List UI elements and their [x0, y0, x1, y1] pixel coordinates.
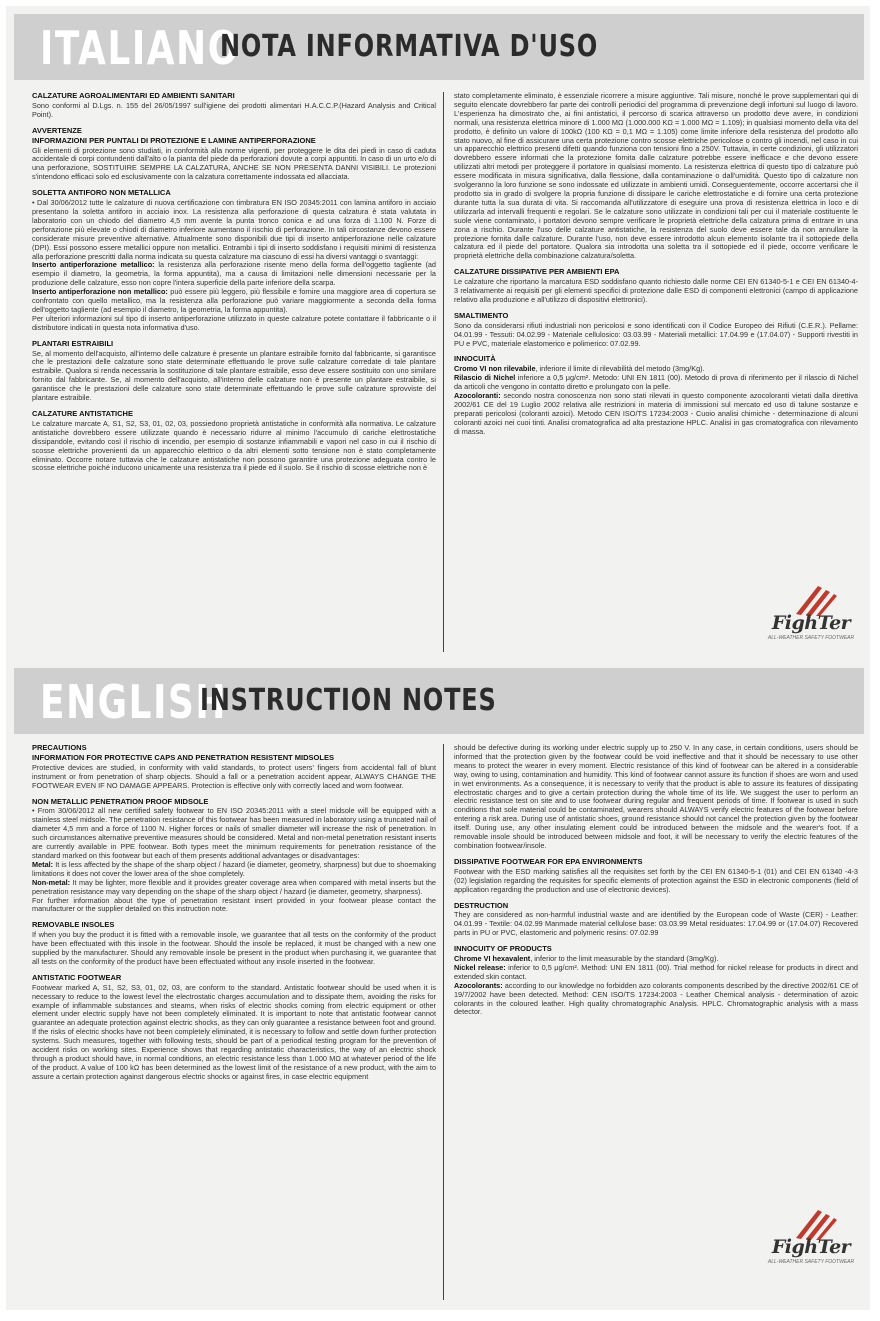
section-text	[454, 374, 858, 392]
section-heading: SMALTIMENTO	[454, 310, 509, 320]
section-avvertenze	[32, 127, 436, 182]
section-text: Per ulteriori informazioni sul tipo di inserto antiperforazione utilizzato in queste calzature potete contattare il fabbricante o il distributore indicati in questa nota informativa d'uso.	[32, 313, 436, 332]
brand-logo-top	[766, 582, 856, 648]
english-column-left	[32, 744, 436, 1306]
section-text: Sono da considerarsi rifiuti industriali non pericolosi e sono identificati con il Codice Europeo dei Rifiuti (C.E.R.). Pellame: 04.01.99 - Tessuti: 04.02.99 - Materiale cellulosico: 03.03.99 - Materiali metallici: 17.04.99 e (17.04.07) - Supporti rivestiti in PU e PVC, materiale elastomerico e polimerico: 07.02.99.	[454, 320, 858, 348]
section-antistatiche-cont	[454, 92, 858, 261]
section-text: Sono conformi al D.Lgs. n. 155 del 26/05/1997 sull'igiene dei prodotti alimentari H.A.C.C.P.(Hazard Analysis and Critical Point).	[32, 100, 436, 119]
section-heading: DISSIPATIVE FOOTWEAR FOR EPA ENVIRONMENTS	[454, 856, 643, 866]
term-text: , inferior to the limit measurable by the standard (3mg/Kg).	[530, 954, 719, 964]
section-text: If when you buy the product it is fitted with a removable insole, we guarantee that all tests on the conformity of the product have been effectuated with this insole in the footwear. Should the insole be replaced, it must be changed with a new one supplied by the manufacturer. Should any removable insole be present in the product when purchasing it, we guarantee that all tests on the conformity of the product have been effectuated without any insole inserted in the footwear.	[32, 930, 436, 966]
section-innocuity	[454, 945, 858, 1017]
section-text	[32, 861, 436, 879]
language-heading-english: ENGLISH	[40, 675, 227, 729]
header-english	[14, 668, 864, 734]
section-text: Protective devices are studied, in conformity with valid standards, to protect users' fingers from accidental fall of blunt instrument or from penetration of sharp objects. Should a fall or a penetration accident appear, ALWAYS CHANGE THE FOOTWEAR EVEN IF NO DAMAGE APPEARS. Protection is effective only with correctly laced and worn footwear.	[32, 762, 436, 790]
section-dissipative	[454, 858, 858, 895]
bold-term: Azocolorants:	[454, 980, 503, 990]
bold-term: Nickel release:	[454, 962, 506, 972]
section-text	[32, 261, 436, 288]
term-text: la resistenza alla perforazione risente meno della forma dell'oggetto tagliente (ad esempio il diametro, la geometria, la forma appuntita), ma a causa di limitazioni nelle dimensioni necessarie per la produzione delle calzature, esso non copre l'intera superficie della parte inferiore della scarpa.	[32, 260, 436, 288]
bold-term: Cromo VI non rilevabile	[454, 364, 536, 374]
instruction-sheet	[6, 6, 870, 1310]
logo-tagline: ALL-WEATHER SAFETY FOOTWEAR	[767, 1259, 855, 1265]
section-smaltimento	[454, 312, 858, 349]
term-text: according to our knowledge no forbidden azo colorants components described by the directive 2002/61 CE of 19/7/2002 have been detected. Method: CEN ISO/TS 17234:2003 - Leather Chemical analysis - determination of azoic colorants in the coloured leather. High quality chromatographic Analysis. HPLC. Chromatographic analysis with a mass detector.	[454, 980, 858, 1017]
section-heading: PLANTARI ESTRAIBILI	[32, 338, 114, 348]
section-antistatic	[32, 974, 436, 1082]
logo-wordmark: FighTer	[771, 612, 851, 634]
section-heading: CALZATURE AGROALIMENTARI ED AMBIENTI SANITARI	[32, 92, 235, 100]
section-destruction	[454, 902, 858, 939]
section-antistatiche	[32, 410, 436, 473]
term-text: secondo nostra conoscenza non sono stati rilevati in questo componente azocoloranti vietati dalla direttiva 2002/61 CE del 19 Luglio 2002 relativa alle restrizioni in materia di immissioni sul mercato ed uso di talune sostanze e preparati pericolosi (coloranti azoici). Metodo CEN ISO/TS 17234:2003 - Cuoio analisi chimiche - determinazione di alcuni coloranti azoici nei cuoi tinti. Analisi cromatografica ad alta prestazione HPLC. Analisi in gas cromatografica con rilevamento di massa.	[454, 391, 858, 436]
section-text: • From 30/06/2012 all new certified safety footwear to EN ISO 20345:2011 with a steel midsole will be equipped with a stainless steel midsole. The penetration resistance of this footwear has been measured in laboratory using a truncated nail of diameter 4,5 mm and a force of 1100 N. Higher forces or nails of smaller diameter will increase the risk of penetration. In such circumstances alternative preventive measures should be considered. Metal and non-metal penetration resistant inserts are currently available in PPE footwear. Both types meet the minimum requirements for penetration resistance of the standard marked on this footwear but each of them presents additional advantages or disadvantages:	[32, 806, 436, 860]
section-epa	[454, 268, 858, 305]
header-italian	[14, 14, 864, 80]
section-heading: PRECAUTIONS	[32, 744, 87, 752]
section-text	[32, 288, 436, 315]
section-text: Le calzature marcate A, S1, S2, S3, 01, 02, 03, possiedono proprietà antistatiche in conformità alla normativa. Le calzature antistatiche dovrebbero essere utilizzate quando è necessario ridurre al minimo l'accumulo di cariche elettrostatiche dissipandole, evitando così il rischio di incendio, per esempio di sostanze infiammabili e vapori nel caso in cui il rischio di scosse elettriche provenienti da un apparecchio elettrico o da altri elementi sotto tensione non è stato completamente eliminato. Occorre notare tuttavia che le calzature antistatiche non possono garantire una protezione adeguata contro le scosse elettriche poiché inducono unicamente una resistenza tra il piede ed il suolo. Se il rischio di scosse elettriche non è	[32, 418, 436, 473]
bold-term: Chrome VI hexavalent	[454, 954, 531, 964]
bold-term: Azocoloranti:	[454, 391, 501, 401]
language-heading-italian: ITALIANO	[40, 21, 240, 75]
section-innocuita	[454, 355, 858, 436]
section-text: They are considered as non-harmful industrial waste and are identified by the European code of Waste (CER) - Leather: 04.01.99 - Textile: 04.02.99 Manmade material cellulose base: 03.03.99 Metal residuates: 17.04.99 or (17.04.07) Recovered parts in PU or PVC, elastomeric and polymeric resins: 07.02.99	[454, 910, 858, 938]
section-heading: AVVERTENZE	[32, 125, 82, 135]
term-text: inferior to 0,5 μg/cm². Method: UNI EN 1811 (00). Trial method for nickel release for products in direct and extended skin contact.	[454, 962, 858, 981]
bold-term: Rilascio di Nichel	[454, 373, 516, 383]
term-text: può essere più leggero, più flessibile e fornire una maggiore area di copertura se confrontato con quello metallico, ma la resistenza alla perforazione può variare maggiormente a seconda della forma dell'oggetto tagliente (ad esempio il diametro, la geometria, la forma appuntita).	[32, 287, 436, 314]
section-heading: CALZATURE ANTISTATICHE	[32, 409, 133, 418]
section-antistatic-cont	[454, 744, 858, 851]
section-text: Se, al momento dell'acquisto, all'interno delle calzature è presente un plantare estraibile fornito dal fabbricante, si garantisce che le prestazioni delle calzature sono state determinate effettuando le prove sulle calzature corredate di tale plantare estraibile. Qualora si renda necessaria la sostituzione di tale plantare estraibile, esso deve essere sostituito con uno similare fornito dal fabbricante. Se, al momento dell'acquisto, all'interno delle calzature non è presente un plantare estraibile, si garantisce che le prestazioni delle calzature sono state determinate effettuando le prove sulle calzature sprovviste del plantare estraibile.	[32, 348, 436, 403]
section-text	[32, 879, 436, 897]
logo-wordmark: FighTer	[771, 1236, 851, 1258]
section-text: stato completamente eliminato, è essenziale ricorrere a misure aggiuntive. Tali misure, nonché le prove supplementari qui di seguito elencate dovrebbero far parte dei controlli periodici del programma di prevenzione degli infortuni sul luogo di lavoro. L'esperienza ha dimostrato che, ai fini antistatici, il percorso di scarica attraverso un prodotto deve avere, in condizioni normali, una resistenza elettrica minore di 1.000 MΩ (1.000.000 KΩ = 1.000 MΩ = 1.109); in qualsiasi momento della vita del prodotto, è definito un valore di 100kΩ (100 KΩ = 0,1 MΩ = 1.105) come limite inferiore della resistenza del prodotto allo stato nuovo, al fine di assicurare una certa protezione contro scosse elettriche pericolose o contro gli incendi, nel caso in cui un apparecchio elettrico presenti difetti quando funziona con tensioni fino a 250V. Tuttavia, in certe condizioni, gli utilizzatori dovrebbero essere informati che la protezione fornita dalle calzature potrebbe essere inefficace e che devono essere utilizzati altri metodi per proteggere il portatore in qualsiasi momento. La resistenza elettrica di questo tipo di calzature può essere modificata in misura significativa, dalla flessione, dalla contaminazione o dall'umidità. Questo tipo di calzature non svolgeranno la loro funzione se sono indossate ed utilizzate in ambienti umidi. Conseguentemente, occorre accertarsi che il prodotto sia in grado di svolgere la propria funzione di dissipare le cariche elettrostatiche e di fornire una certa protezione durante tutta la sua durata di vita. Si raccomanda all'utilizzatore di eseguire una prova di resistenza elettrica in loco e di utilizzarla ad intervalli frequenti e regolari. Se le calzature sono utilizzate in condizioni tali per cui il materiale costituente le suole viene contaminato, i portatori devono sempre verificare le proprietà elettriche della calzatura prima di entrare in una zona a rischio. Durante l'uso delle calzature antistatiche, la resistenza del suolo deve essere tale da non annullare la protezione fornita dalle calzature. Durante l'uso, non deve essere introdotto alcun elemento isolante tra il sottopiede della calzatura ed il piede del portatore. Qualora sia introdotta una soletta tra il sottopiede ed il piede, occorre verificare le proprietà elettriche della combinazione calzatura/soletta.	[454, 92, 858, 261]
section-heading: INNOCUITY OF PRODUCTS	[454, 944, 552, 954]
section-text: Footwear marked A, S1, S2, S3, 01, 02, 03, are conform to the standard. Antistatic footwear should be used when it is necessary to reduce to the lowest level the electrostatic charges accumulation and to dissipate them, avoiding the risks for example of inflammable substances and steams, when risks of electric shocks coming from electric equipment or other element under electric supply have not been completely eliminated. It is important to note that antistatic footwear cannot guarantee an adequate protection against electric shocks, as they can only guarantee a resistance between foot and ground. If the risks of electric shocks have not been completely eliminated, it is necessary to follow and settle down further protection systems. Such measures, together with following tests, should be part of a periodical testing program for the prevention of accident risks on working sites. Experience shows that regarding antistatic characteristics, the way of an electric shock through a product should have, in normal conditions, an electric resistance less than 1.000 MΩ at whatever period of the life of the product. A value of 100 kΩ has been determined as the lowest limit of the resistance of a new product, with the aim to assure a certain protection against dangerous electric shocks or against fires, in case electric equipment	[32, 982, 436, 1081]
claw-mark-icon	[766, 1206, 856, 1240]
brand-logo-bottom	[766, 1206, 856, 1272]
term-text: inferiore a 0,5 μg/cm². Metodo: UNI EN 1811 (00). Metodo di prova di riferimento per il rilascio di Nichel da articoli che vengono in contatto diretto e prolungato con la pelle.	[454, 373, 858, 392]
claw-mark-icon	[766, 582, 856, 616]
section-heading: SOLETTA ANTIFORO NON METALLICA	[32, 188, 171, 198]
column-divider	[443, 744, 444, 1300]
section-subheading: INFORMATION FOR PROTECTIVE CAPS AND PENETRATION RESISTENT MIDSOLES	[32, 752, 334, 762]
section-soletta	[32, 189, 436, 333]
term-text: It is less affected by the shape of the sharp object / hazard (ie diameter, geometry, sharpness) but due to shoemaking limitations it does not cover the lower area of the shoe completely.	[32, 859, 436, 878]
bold-term: Inserto antiperforazione non metallico:	[32, 287, 168, 297]
section-text: • Dal 30/06/2012 tutte le calzature di nuova certificazione con timbratura EN ISO 20345:2011 con lamina antiforo in acciaio presentano la soletta antiforo in acciaio inox. La resistenza alla perforazione di questa calzatura è stata valutata in laboratorio con un chiodo del diametro 4,5 mm avente la punta tronco conica e ad una forza di 1.100 N. Forze di perforazione più elevate o chiodi di diametro inferiore aumentano il rischio di perforazione. In tali circostanze devono essere considerate misure preventive alternative. Attualmente sono disponibili due tipi di inserto antiperforazione nelle calzature (DPI). Essi possono essere metallici oppure non metallici. Entrambi i tipi di inserto soddisfano i requisiti minimi di resistenza alla perforazione prescritti dalla norma indicata su questa calzature ma ciascuno di essi ha diversi vantaggi o svantaggi:	[32, 198, 436, 261]
logo-tagline: ALL-WEATHER SAFETY FOOTWEAR	[767, 635, 855, 641]
section-text: Footwear with the ESD marking satisfies all the requisites set forth by the CEI EN 61340-5-1 (01) and CEI EN 61340 -4-3 (02) legislation regarding the requisites for specific elements of protection against the ESD in electronic components (field of application regarding the production and use of electronic devices).	[454, 866, 858, 894]
english-column-right	[454, 744, 858, 1224]
section-precautions	[32, 744, 436, 791]
italian-column-right	[454, 92, 858, 612]
section-heading: REMOVABLE INSOLES	[32, 920, 115, 930]
section-text: should be defective during its working under electric supply up to 250 V. In any case, in certain conditions, users should be informed that the protection given by the footwear could be void ineffective and that it should be necessary to use other means to protect the wearer in every moment. Electric resistance of this kind of footwear can be altered in a considerable way, owing to using, contamination and humidity. This kind of footwear cannot assure its function if shoes are worn and used in wet environments. As a consequence, it is necessary to verify that the product is able to assure its features of dissipating electrostatic charges and to give a certain protection during the whole time of its life. We suggest the user to perform an electric resistance test on site and to use footwear during regular and frequent periods of time. If footwear is used in such conditions that sole material could be contaminated, wearers should ALWAYS verify electric features of the footwear before entering a risk area. During use of antistatic shoes, ground resistance should not cancel the protection given by the footwear itself. During use, any other insulating element could be introduced between the midsole and the wearer's foot. If a removable insole should be introduced between midsole and foot, it will be necessary to verify the electric features of the combination footwear/insole.	[454, 744, 858, 850]
section-text	[454, 982, 858, 1018]
section-midsole	[32, 798, 436, 915]
section-text: Gli elementi di protezione sono studiati, in conformità alla norme vigenti, per proteggere le dita dei piedi in caso di caduta accidentale di corpi contundenti dall'alto o la pianta del piede da perforazioni dovute a corpi appuntiti. In caso di un urto e/o di una perforazione, SOSTITUIRE SEMPRE LA CALZATURA, ANCHE SE NON PRESENTA DANNI VISIBILI. Le protezioni s'intendono efficaci solo ed esclusivamente con la calzatura correttamente indossata ed allacciata.	[32, 145, 436, 182]
section-text: For further information about the type of penetration resistant insert provided in your footwear please contact the manufacturer or the supplier detailed on this instruction note.	[32, 895, 436, 914]
section-heading: CALZATURE DISSIPATIVE PER AMBIENTI EPA	[454, 267, 620, 277]
term-text: It may be lighter, more flexible and it provides greater coverage area when compared with metal inserts but the penetration resistance may vary depending on the shape of the sharp object / hazard (ie diameter, geometry, sharpness).	[32, 877, 436, 896]
section-subheading: INFORMAZIONI PER PUNTALI DI PROTEZIONE E LAMINE ANTIPERFORAZIONE	[32, 135, 316, 145]
section-heading: DESTRUCTION	[454, 900, 509, 910]
bold-term: Non-metal:	[32, 877, 71, 887]
section-plantari	[32, 340, 436, 403]
section-heading: NON METALLIC PENETRATION PROOF MIDSOLE	[32, 796, 209, 806]
section-text	[454, 964, 858, 982]
column-divider	[443, 92, 444, 652]
italian-column-left	[32, 92, 436, 652]
section-heading: ANTISTATIC FOOTWEAR	[32, 972, 122, 982]
section-insoles	[32, 921, 436, 967]
title-italian: NOTA INFORMATIVA D'USO	[220, 29, 599, 64]
title-english: INSTRUCTION NOTES	[200, 683, 497, 718]
section-heading: INNOCUITÀ	[454, 354, 496, 364]
section-text: Le calzature che riportano la marcatura ESD soddisfano quanto richiesto dalle norme CEI EN 61340-5-1 e CEI EN 61340-4-3 relativamente ai requisiti per gli elementi specifici di protezione dalle ESD di componenti elettronici (campo di applicazione relativo alla produzione e all'utilizzo di dispositivi elettronici).	[454, 277, 858, 304]
section-agroalimentari	[32, 92, 436, 120]
section-text	[454, 392, 858, 437]
term-text: , inferiore il limite di rilevabilità del metodo (3mg/Kg).	[535, 364, 705, 374]
bold-term: Metal:	[32, 859, 54, 869]
bold-term: Inserto antiperforazione metallico:	[32, 260, 155, 270]
